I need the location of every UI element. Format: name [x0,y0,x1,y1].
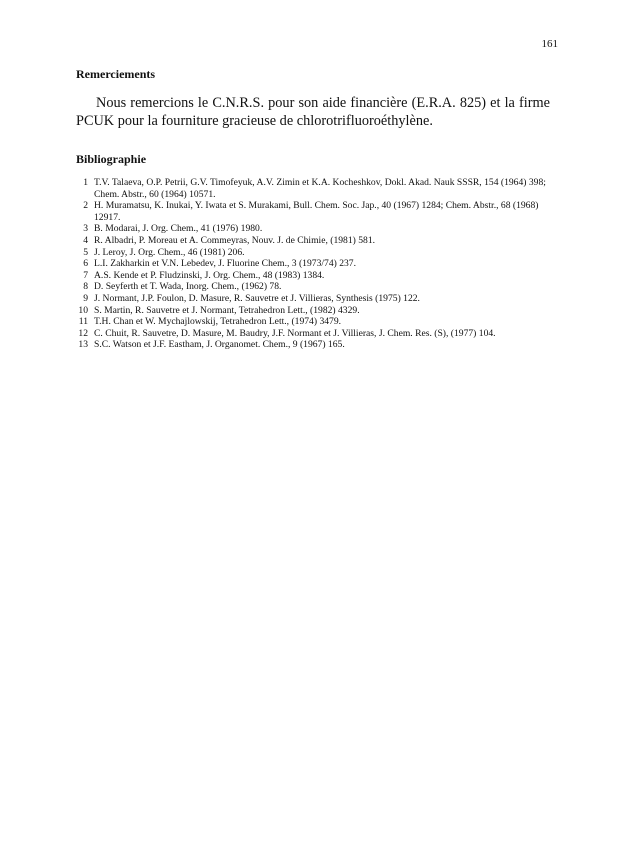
reference-text: D. Seyferth et T. Wada, Inorg. Chem., (1962) 78. [94,281,282,293]
reference-text: H. Muramatsu, K. Inukai, Y. Iwata et S. Murakami, Bull. Chem. Soc. Jap., 40 (1967) 1284; Chem. Abstr., 68 (1968) 12917. [94,200,539,223]
reference-item [74,235,558,247]
reference-item [74,281,558,293]
reference-number: 13 [78,339,88,351]
bibliography-heading: Bibliographie [76,152,147,166]
reference-number: 12 [78,327,88,339]
page-number: 161 [541,38,558,50]
reference-text: T.H. Chan et W. Mychajlowskij, Tetrahedron Lett., (1974) 3479. [94,316,342,328]
reference-number: 5 [83,246,88,258]
reference-list [74,177,558,351]
reference-number: 4 [83,234,88,246]
reference-item [74,305,558,317]
reference-item [74,200,558,223]
reference-number: 3 [83,223,88,235]
reference-number: 11 [78,316,88,328]
reference-text: L.I. Zakharkin et V.N. Lebedev, J. Fluorine Chem., 3 (1973/74) 237. [94,258,357,270]
reference-item [74,177,558,200]
reference-item [74,293,558,305]
reference-item [74,223,558,235]
acknowledgements-paragraph: Nous remercions le C.N.R.S. pour son aide financière (E.R.A. 825) et la firme PCUK pour la fourniture gracieuse de chlorotrifluoroéthylène. [76,95,550,129]
reference-text: S. Martin, R. Sauvetre et J. Normant, Tetrahedron Lett., (1982) 4329. [94,304,360,316]
reference-item [74,339,558,351]
reference-text: C. Chuit, R. Sauvetre, D. Masure, M. Baudry, J.F. Normant et J. Villieras, J. Chem. Res. (S), (1977) 104. [94,327,496,339]
reference-number: 2 [83,200,88,212]
reference-item [74,270,558,282]
reference-text: T.V. Talaeva, O.P. Petrii, G.V. Timofeyuk, A.V. Zimin et K.A. Kocheshkov, Dokl. Akad. Nauk SSSR, 154 (1964) 398; Chem. Abstr., 60 (1964) 10571. [94,177,546,200]
reference-item [74,328,558,340]
reference-text: R. Albadri, P. Moreau et A. Commeyras, Nouv. J. de Chimie, (1981) 581. [94,234,376,246]
reference-number: 8 [83,281,88,293]
reference-text: J. Leroy, J. Org. Chem., 46 (1981) 206. [94,246,245,258]
reference-item [74,316,558,328]
reference-text: S.C. Watson et J.F. Eastham, J. Organomet. Chem., 9 (1967) 165. [94,339,345,351]
reference-number: 9 [83,292,88,304]
reference-item [74,247,558,259]
acknowledgements-heading: Remerciements [76,67,156,81]
reference-text: A.S. Kende et P. Fludzinski, J. Org. Chem., 48 (1983) 1384. [94,269,325,281]
reference-item [74,258,558,270]
reference-number: 10 [78,304,88,316]
reference-text: B. Modarai, J. Org. Chem., 41 (1976) 1980. [94,223,263,235]
reference-number: 1 [83,177,88,188]
reference-text: J. Normant, J.P. Foulon, D. Masure, R. Sauvetre et J. Villieras, Synthesis (1975) 122. [94,292,420,304]
reference-number: 7 [83,269,88,281]
reference-number: 6 [83,258,88,270]
